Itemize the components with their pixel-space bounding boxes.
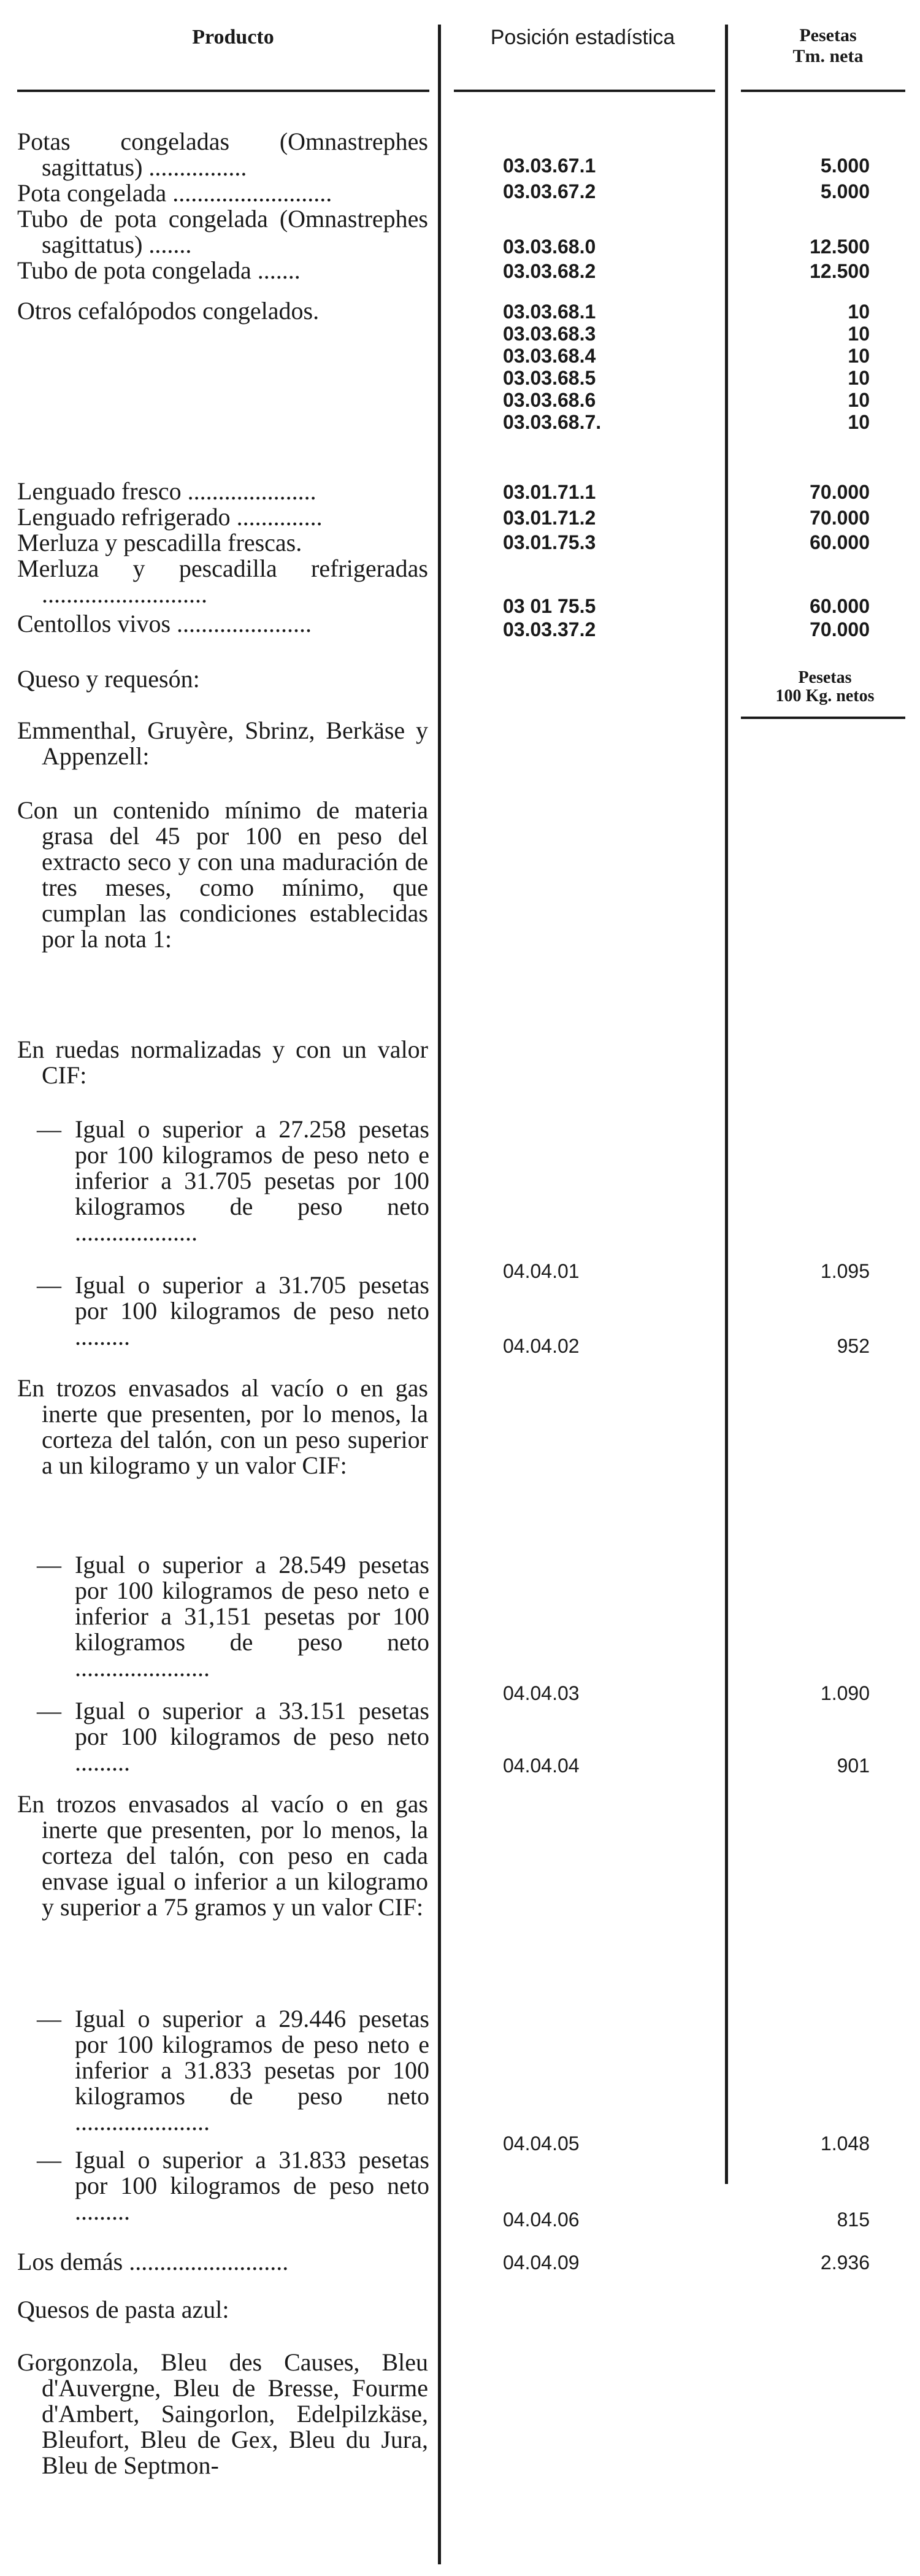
header-rule-price — [741, 90, 905, 92]
heading-queso: Queso y requesón: — [17, 665, 200, 693]
position-cefalopodo-3: 03.03.68.4 — [503, 345, 596, 367]
header-rule-position — [454, 90, 715, 92]
bullet-item-6: — Igual o superior a 31.833 pesetas por 100 kilogramos de peso neto ......... — [37, 2146, 429, 2225]
position-r6: 03.01.71.1 — [503, 481, 596, 503]
heading-pasta-azul: Quesos de pasta azul: — [17, 2296, 229, 2323]
product-tubo-pota: Tubo de pota congelada ....... — [17, 256, 301, 284]
header-product: Producto — [192, 26, 274, 48]
header-price-line2: Tm. neta — [792, 46, 864, 66]
text-contenido-minimo: Con un contenido mínimo de materia grasa del 45 por 100 en peso del extracto seco y con una maduración de tres meses, como mínimo, que cumplan las condiciones establecidas por la nota 1: — [17, 796, 428, 953]
position-cefalopodo-5: 03.03.68.6 — [503, 389, 596, 411]
price-cefalopodo-4: 10 — [848, 367, 870, 389]
position-r4: 03.03.68.2 — [503, 260, 596, 282]
price-r1: 5.000 — [820, 155, 870, 177]
price-r9: 60.000 — [810, 595, 870, 617]
product-otros-cefalopodos: Otros cefalópodos congelados. — [17, 297, 320, 325]
header-position: Posición estadística — [490, 26, 675, 49]
position-cefalopodo-2: 03.03.68.3 — [503, 323, 596, 345]
header-price-line1: Pesetas — [799, 25, 857, 45]
product-merluza-refrigeradas: Merluza y pescadilla refrigeradas ........................... — [17, 555, 428, 608]
unit-header-line1: Pesetas — [798, 668, 852, 687]
bullet-item-3: — Igual o superior a 28.549 pesetas por 100 kilogramos de peso neto e inferior a 31,151 pesetas por 100 kilogramos de peso neto ...................... — [37, 1551, 429, 1682]
price-b2: 952 — [837, 1335, 870, 1357]
position-cefalopodo-1: 03.03.68.1 — [503, 301, 596, 323]
product-pota-congelada: Pota congelada .......................... — [17, 179, 332, 207]
position-r10: 03.03.37.2 — [503, 618, 596, 640]
text-ruedas-normalizadas: En ruedas normalizadas y con un valor CIF: — [17, 1036, 428, 1089]
price-b1: 1.095 — [820, 1260, 870, 1282]
position-r2: 03.03.67.2 — [503, 180, 596, 202]
price-cefalopodo-3: 10 — [848, 345, 870, 367]
text-los-demas: Los demás .......................... — [17, 2248, 289, 2275]
product-lenguado-refrigerado: Lenguado refrigerado .............. — [17, 503, 323, 531]
unit-header-line2: 100 Kg. netos — [775, 686, 875, 706]
price-r3: 12.500 — [810, 236, 870, 258]
bullet-item-2: — Igual o superior a 31.705 pesetas por 100 kilogramos de peso neto ......... — [37, 1271, 429, 1350]
price-r4: 12.500 — [810, 260, 870, 282]
position-demas: 04.04.09 — [503, 2251, 580, 2274]
bullet-item-4: — Igual o superior a 33.151 pesetas por 100 kilogramos de peso neto ......... — [37, 1697, 429, 1776]
header-rule-product — [17, 90, 429, 92]
price-b3: 1.090 — [820, 1682, 870, 1704]
text-gorgonzola: Gorgonzola, Bleu des Causes, Bleu d'Auvergne, Bleu de Bresse, Fourme d'Ambert, Saingorlon, Edelpilzkäse, Bleufort, Bleu de Gex, Bleu du Jura, Bleu de Septmon- — [17, 2348, 428, 2479]
bullet-item-5: — Igual o superior a 29.446 pesetas por 100 kilogramos de peso neto e inferior a 31.833 pesetas por 100 kilogramos de peso neto ...................... — [37, 2005, 429, 2136]
position-b3: 04.04.03 — [503, 1682, 580, 1704]
price-cefalopodo-6: 10 — [848, 411, 870, 433]
product-potas-congeladas: Potas congeladas (Omnastrephes sagittatus) ................ — [17, 128, 428, 181]
position-b4: 04.04.04 — [503, 1755, 580, 1777]
price-cefalopodo-2: 10 — [848, 323, 870, 345]
position-cefalopodo-6: 03.03.68.7. — [503, 411, 602, 433]
text-trozos-vacio-2: En trozos envasados al vacío o en gas inerte que presenten, por lo menos, la corteza del talón, con peso en cada envase igual o inferior a un kilogramo y superior a 75 gramos y un valor CIF: — [17, 1790, 428, 1921]
price-r10: 70.000 — [810, 618, 870, 640]
price-r2: 5.000 — [820, 180, 870, 202]
position-list-cefalopodos — [503, 301, 601, 433]
product-merluza-frescas: Merluza y pescadilla frescas. — [17, 529, 302, 556]
price-cefalopodo-5: 10 — [848, 389, 870, 411]
price-r6: 70.000 — [810, 481, 870, 503]
price-b4: 901 — [837, 1755, 870, 1777]
position-b6: 04.04.06 — [503, 2209, 580, 2231]
unit-header-rule — [741, 717, 905, 719]
position-r9: 03 01 75.5 — [503, 595, 596, 617]
column-divider-left — [438, 25, 441, 2564]
product-tubo-pota-omnastrephes: Tubo de pota congelada (Omnastrephes sagittatus) ....... — [17, 205, 428, 258]
price-list-cefalopodos — [848, 301, 870, 433]
position-r8: 03.01.75.3 — [503, 531, 596, 553]
position-r1: 03.03.67.1 — [503, 155, 596, 177]
price-r8: 60.000 — [810, 531, 870, 553]
column-divider-right — [725, 25, 728, 2184]
bullet-item-1: — Igual o superior a 27.258 pesetas por 100 kilogramos de peso neto e inferior a 31.705 pesetas por 100 kilogramos de peso neto .................... — [37, 1115, 429, 1246]
position-cefalopodo-4: 03.03.68.5 — [503, 367, 596, 389]
position-b1: 04.04.01 — [503, 1260, 580, 1282]
price-cefalopodo-1: 10 — [848, 301, 870, 323]
price-b5: 1.048 — [820, 2132, 870, 2155]
position-b5: 04.04.05 — [503, 2132, 580, 2155]
text-trozos-vacio-1: En trozos envasados al vacío o en gas inerte que presenten, por lo menos, la corteza del talón, con un peso superior a un kilogramo y un valor CIF: — [17, 1374, 428, 1479]
product-centollos-vivos: Centollos vivos ...................... — [17, 610, 312, 637]
price-r7: 70.000 — [810, 507, 870, 529]
price-b6: 815 — [837, 2209, 870, 2231]
product-lenguado-fresco: Lenguado fresco ..................... — [17, 477, 316, 505]
price-demas: 2.936 — [820, 2251, 870, 2274]
position-b2: 04.04.02 — [503, 1335, 580, 1357]
text-emmenthal: Emmenthal, Gruyère, Sbrinz, Berkäse y Appenzell: — [17, 717, 428, 770]
position-r3: 03.03.68.0 — [503, 236, 596, 258]
position-r7: 03.01.71.2 — [503, 507, 596, 529]
